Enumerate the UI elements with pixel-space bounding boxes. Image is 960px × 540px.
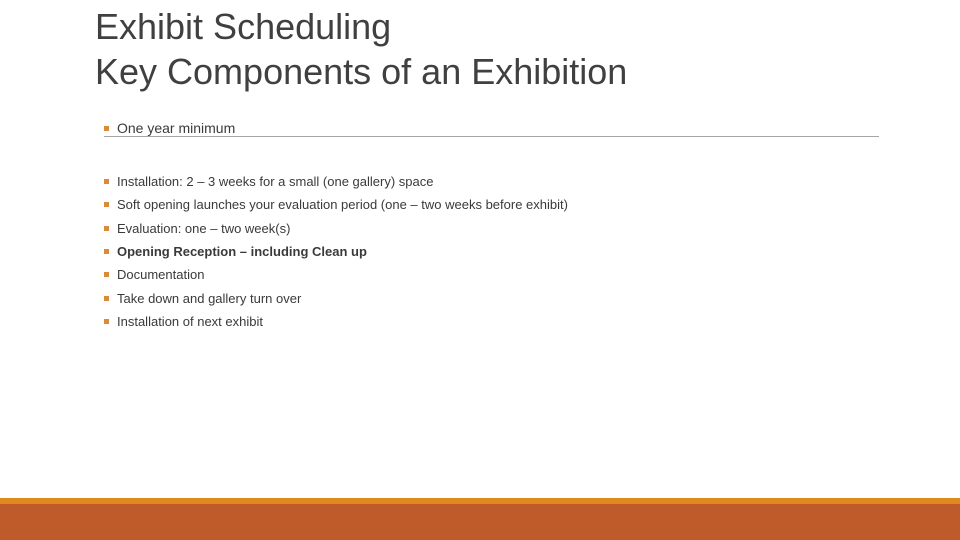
list-item: [104, 193, 568, 216]
intro-bullet: [104, 120, 235, 136]
list-item: [104, 170, 568, 193]
list-item: [104, 310, 568, 333]
divider: [104, 136, 879, 137]
list-item: [104, 263, 568, 286]
footer-bar: [0, 504, 960, 540]
intro-text: One year minimum: [117, 120, 236, 136]
title-line-1: Exhibit Scheduling: [95, 6, 392, 47]
square-bullet-icon: [104, 249, 109, 254]
list-item-text: Installation of next exhibit: [117, 313, 263, 329]
square-bullet-icon: [104, 226, 109, 231]
list-item-text: Opening Reception – including Clean up: [117, 244, 367, 260]
list-item: [104, 217, 568, 240]
square-bullet-icon: [104, 296, 109, 301]
square-bullet-icon: [104, 126, 109, 131]
bullet-list: [104, 170, 568, 333]
list-item-text: Documentation: [117, 267, 205, 283]
square-bullet-icon: [104, 272, 109, 277]
square-bullet-icon: [104, 179, 109, 184]
list-item-text: Installation: 2 – 3 weeks for a small (one gallery) space: [117, 174, 434, 190]
list-item-text: Soft opening launches your evaluation period (one – two weeks before exhibit): [117, 197, 568, 213]
list-item-text: Evaluation: one – two week(s): [117, 220, 291, 236]
list-item: [104, 240, 568, 263]
title-line-2: Key Components of an Exhibition: [95, 51, 628, 92]
list-item-text: Take down and gallery turn over: [117, 290, 302, 306]
square-bullet-icon: [104, 319, 109, 324]
square-bullet-icon: [104, 202, 109, 207]
slide-title: [95, 4, 627, 94]
list-item: [104, 286, 568, 309]
